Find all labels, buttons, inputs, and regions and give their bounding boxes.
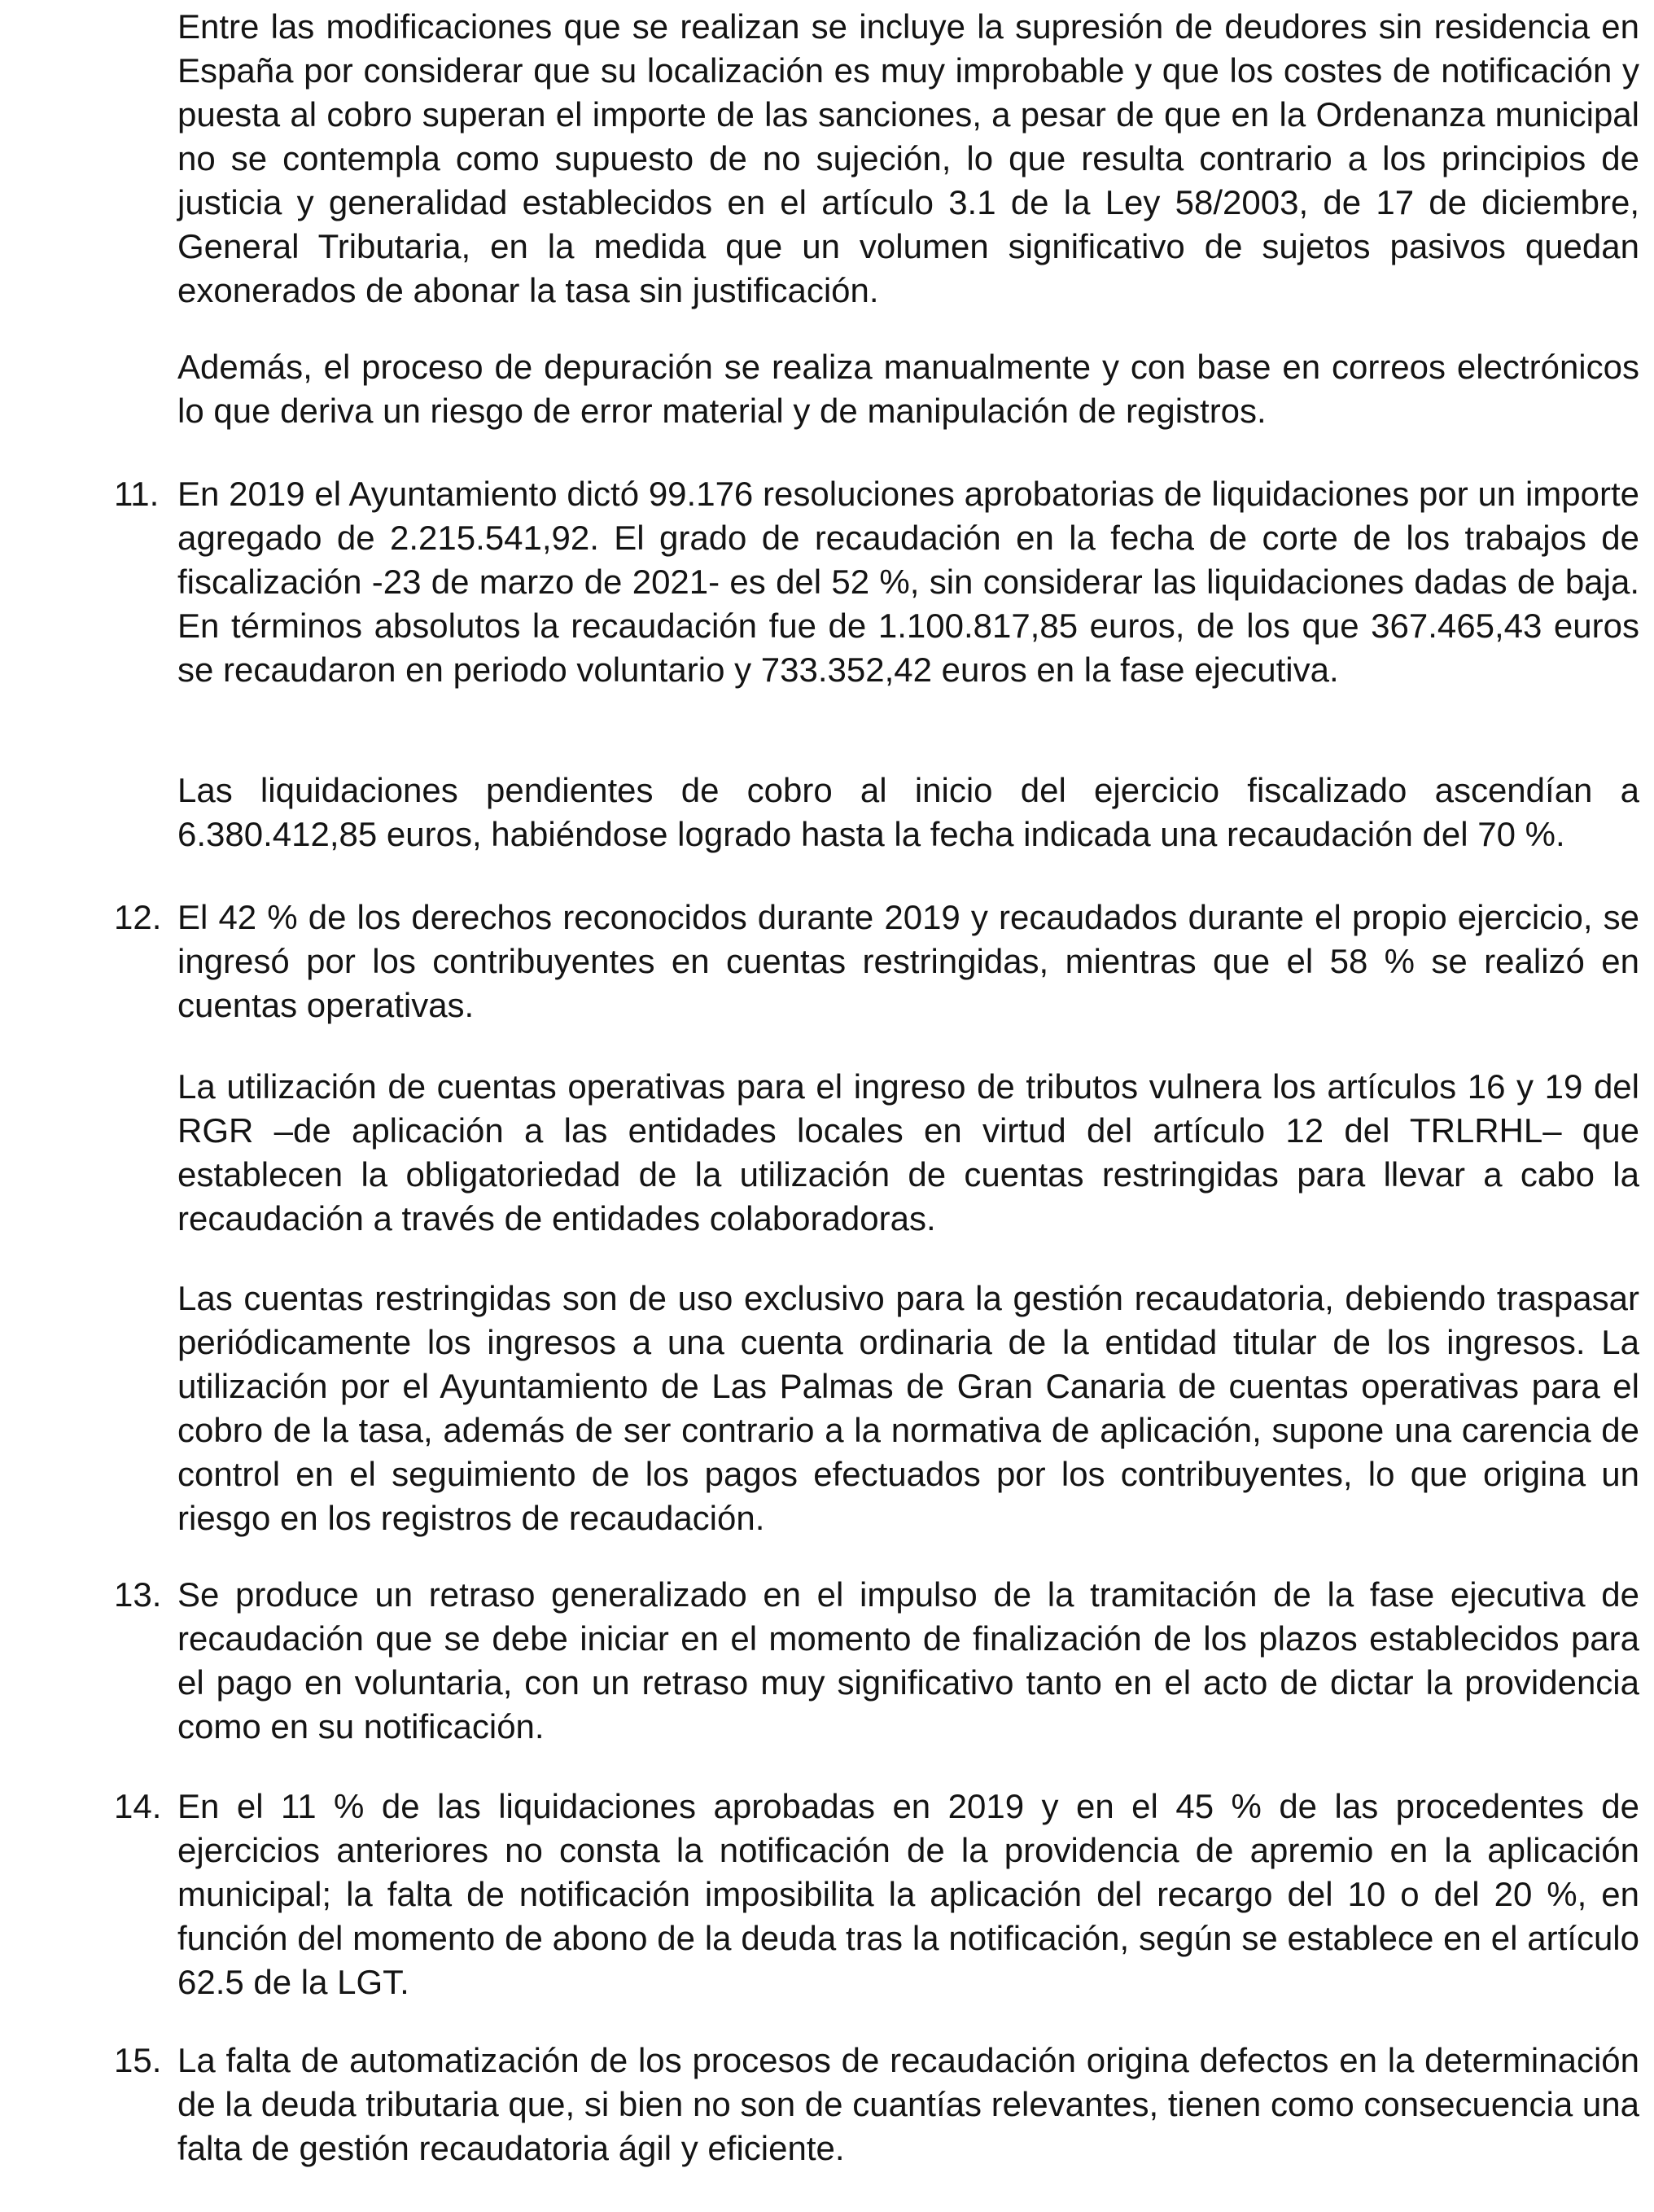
intro-paragraph: Además, el proceso de depuración se realiza manualmente y con base en correos electrónicos lo que deriva un riesgo de error material y de manipulación de registros. — [177, 348, 1639, 430]
item-paragraph: El 42 % de los derechos reconocidos durante 2019 y recaudados durante el propio ejercicio, se ingresó por los contribuyentes en cuentas restringidas, mientras que el 58 % se realizó en cuentas operativas. — [177, 898, 1639, 1024]
item-number: 11. — [114, 475, 160, 513]
intro-paragraph: Entre las modificaciones que se realizan se incluye la supresión de deudores sin residencia en España por considerar que su localización es muy improbable y que los costes de notificación y puesta al cobro superan el importe de las sanciones, a pesar de que en la Ordenanza municipal no se contempla como supuesto de no sujeción, lo que resulta contrario a los principios de justicia y generalidad establecidos en el artículo 3.1 de la Ley 58/2003, de 17 de diciembre, General Tributaria, en la medida que un volumen significativo de sujetos pasivos quedan exonerados de abonar la tasa sin justificación. — [177, 7, 1639, 309]
item-number: 12. — [114, 898, 162, 936]
item-paragraph: La falta de automatización de los procesos de recaudación origina defectos en la determinación de la deuda tributaria que, si bien no son de cuantías relevantes, tienen como consecuencia una falta de gestión recaudatoria ágil y eficiente. — [177, 2041, 1639, 2167]
item-paragraph: En el 11 % de las liquidaciones aprobadas en 2019 y en el 45 % de las procedentes de ejercicios anteriores no consta la notificación de la providencia de apremio en la aplicación municipal; la falta de notificación imposibilita la aplicación del recargo del 10 o del 20 %, en función del momento de abono de la deuda tras la notificación, según se establece en el artículo 62.5 de la LGT. — [177, 1787, 1639, 2001]
item-paragraph: En 2019 el Ayuntamiento dictó 99.176 resoluciones aprobatorias de liquidaciones por un importe agregado de 2.215.541,92. El grado de recaudación en la fecha de corte de los trabajos de fiscalización -23 de marzo de 2021- es del 52 %, sin considerar las liquidaciones dadas de baja. En términos absolutos la recaudación fue de 1.100.817,85 euros, de los que 367.465,43 euros se recaudaron en periodo voluntario y 733.352,42 euros en la fase ejecutiva. — [177, 475, 1639, 689]
item-number: 15. — [114, 2041, 162, 2079]
item-paragraph: Las cuentas restringidas son de uso exclusivo para la gestión recaudatoria, debiendo traspasar periódicamente los ingresos a una cuenta ordinaria de la entidad titular de los ingresos. La utilización por el Ayuntamiento de Las Palmas de Gran Canaria de cuentas operativas para el cobro de la tasa, además de ser contrario a la normativa de aplicación, supone una carencia de control en el seguimiento de los pagos efectuados por los contribuyentes, lo que origina un riesgo en los registros de recaudación. — [177, 1279, 1639, 1537]
item-paragraph: La utilización de cuentas operativas para el ingreso de tributos vulnera los artículos 16 y 19 del RGR –de aplicación a las entidades locales en virtud del artículo 12 del TRLRHL– que establecen la obligatoriedad de la utilización de cuentas restringidas para llevar a cabo la recaudación a través de entidades colaboradoras. — [177, 1067, 1639, 1237]
item-number: 13. — [114, 1575, 162, 1614]
item-paragraph: Se produce un retraso generalizado en el impulso de la tramitación de la fase ejecutiva de recaudación que se debe iniciar en el momento de finalización de los plazos establecidos para el pago en voluntaria, con un retraso muy significativo tanto en el acto de dictar la providencia como en su notificación. — [177, 1575, 1639, 1746]
item-paragraph: Las liquidaciones pendientes de cobro al inicio del ejercicio fiscalizado ascendían a 6.380.412,85 euros, habiéndose logrado hasta la fecha indicada una recaudación del 70 %. — [177, 771, 1639, 853]
item-number: 14. — [114, 1787, 162, 1825]
